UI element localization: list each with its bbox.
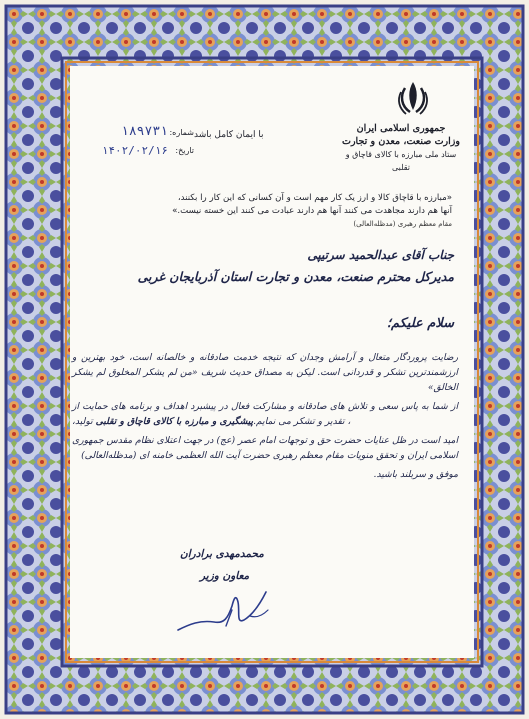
greeting: سلام علیکم؛ bbox=[386, 316, 454, 331]
signatory-name: محمدمهدی برادران bbox=[180, 548, 264, 560]
signatory-title: معاون وزیر bbox=[200, 570, 250, 582]
handwritten-signature bbox=[170, 580, 290, 640]
addressee-position: مدیرکل محترم صنعت، معدن و تجارت استان آذربایجان غربی bbox=[137, 269, 454, 284]
letterhead-department: ستاد ملی مبارزه با کالای قاچاق و تقلبی bbox=[345, 150, 457, 172]
letterhead-country: جمهوری اسلامی ایران bbox=[356, 123, 446, 134]
letter-meta bbox=[74, 124, 194, 160]
letter-number: ۱۸۹۷۳۱ bbox=[121, 124, 168, 139]
quote-attribution: مقام معظم رهبری (مدظله‌العالی) bbox=[353, 220, 452, 228]
iran-emblem-icon bbox=[396, 80, 430, 116]
paragraph-2-tail: ، تقدیر و تشکر می نمایم. bbox=[253, 416, 351, 427]
paragraph-1: رضایت پروردگار متعال و آرامش وجدان که نتیجه خدمت صادقانه و خالصانه است، خود بهترین و ارزشمندترین تشکر و قدردانی است. لیکن به مصداق حدیث شریف «من لم یشکر المخلوق لم یشکر الخالق» bbox=[72, 352, 458, 393]
addressee-name: جناب آقای عبدالحمید سرتیپی bbox=[307, 248, 454, 262]
paragraph-3: امید است در ظل عنایات حضرت حق و توجهات امام عصر (عج) در جهت اعتلای نظام مقدس جمهوری اسلامی ایران و تحقق منویات مقام معظم رهبری حضرت آیت الله العظمی خامنه ای (مدظله‌العالی) bbox=[72, 435, 458, 461]
letter-date: ۱۴۰۲/۰۲/۱۶ bbox=[101, 144, 168, 157]
number-label: شماره: bbox=[169, 128, 194, 137]
paragraph-2 bbox=[72, 399, 458, 429]
quote-line-2: آنها هم دارند مجاهدت می کنند آنها هم دارند عبادت می کنند این خسته نیست.» bbox=[172, 206, 452, 216]
slogan: با ایمان کامل باشد bbox=[194, 130, 264, 140]
letterhead-ministry: وزارت صنعت، معدن و تجارت bbox=[342, 136, 460, 147]
quote-line-1: «مبارزه با قاچاق کالا و ارز یک کار مهم است و آن کسانی که این کار را بکنند، bbox=[177, 193, 452, 203]
leader-quote bbox=[82, 192, 452, 231]
paragraph-2-lead: از شما به پاس سعی و تلاش های صادقانه و مشارکت فعال در پیشبرد اهداف و برنامه های حمایت از تولید، bbox=[72, 401, 458, 427]
letter-body bbox=[70, 66, 474, 658]
paragraph-2-emphasis: پیشگیری و مبارزه با کالای قاچاق و تقلبی bbox=[95, 416, 254, 427]
addressee bbox=[94, 244, 454, 288]
letterhead bbox=[336, 122, 466, 174]
letter-text bbox=[72, 350, 458, 486]
paragraph-4: موفق و سربلند باشید. bbox=[373, 469, 458, 480]
date-label: تاریخ: bbox=[175, 146, 194, 155]
